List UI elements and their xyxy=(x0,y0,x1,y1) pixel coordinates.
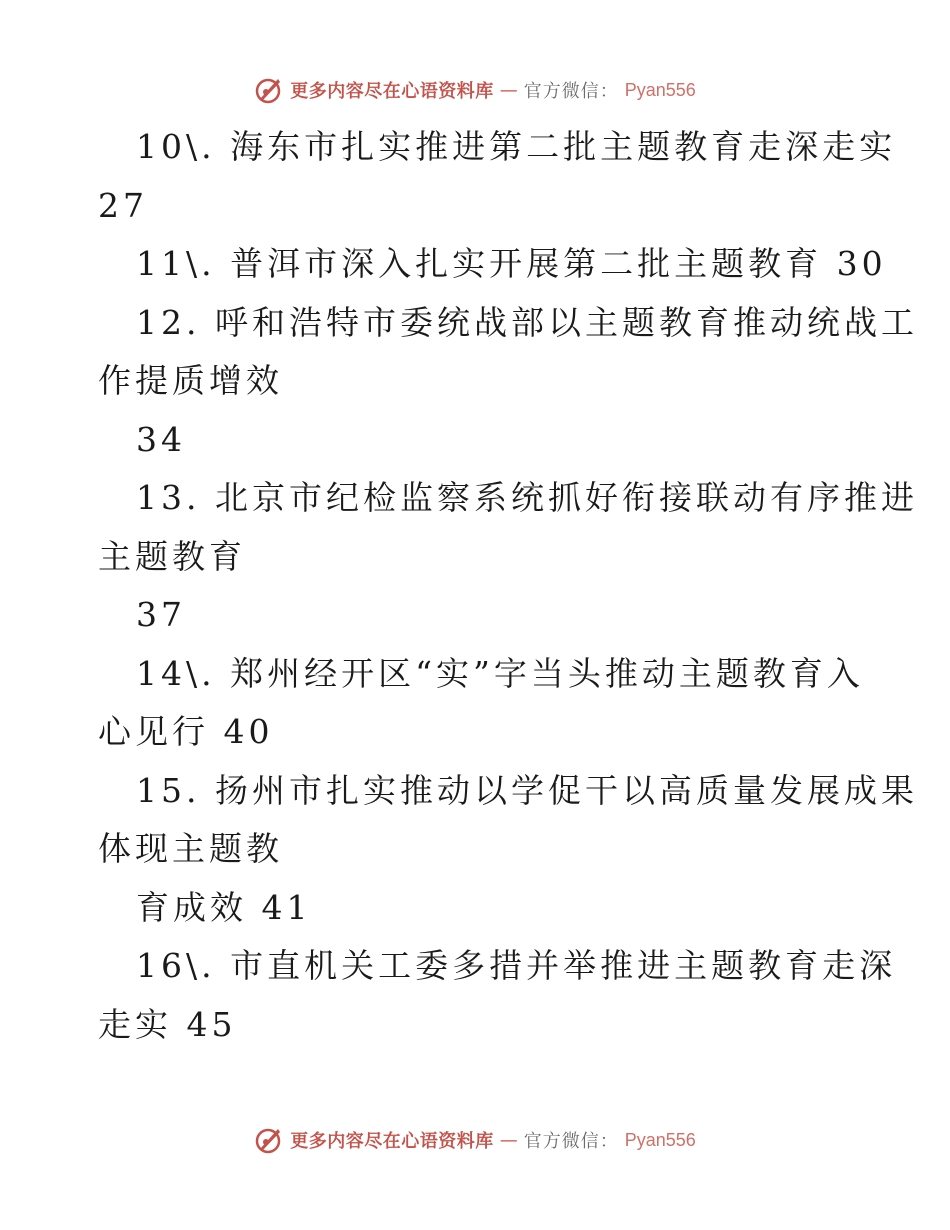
toc-line: 11\. 普洱市深入扎实开展第二批主题教育 30 xyxy=(136,244,887,283)
banner-wechat-label: 官方微信： xyxy=(523,81,619,102)
toc-line: 心见行 40 xyxy=(98,712,274,751)
toc-line: 27 xyxy=(98,185,148,225)
toc-line: 14\. 郑州经开区“实”字当头推动主题教育入 xyxy=(136,653,864,693)
quill-logo-icon xyxy=(254,1125,284,1155)
banner-wechat-label: 官方微信： xyxy=(523,1131,619,1152)
toc-line: 作提质增效 xyxy=(98,361,283,400)
toc-line: 主题教育 xyxy=(98,536,246,576)
banner-main-text: 更多内容尽在心语资料库 xyxy=(290,1131,494,1152)
toc-line: 15. 扬州市扎实推动以学促干以高质量发展成果 xyxy=(136,770,918,810)
quill-logo-icon xyxy=(254,75,284,105)
toc-line: 13. 北京市纪检监察系统抓好衔接联动有序推进 xyxy=(136,478,918,517)
toc-line: 体现主题教 xyxy=(98,829,283,868)
banner-wechat-id: Pyan556 xyxy=(624,79,696,100)
banner-separator: — xyxy=(499,79,518,101)
banner-main-text: 更多内容尽在心语资料库 xyxy=(290,81,494,102)
banner-separator: — xyxy=(499,1129,518,1151)
toc-line: 走实 45 xyxy=(98,1004,237,1044)
header-banner xyxy=(0,70,950,110)
toc-line: 16\. 市直机关工委多措并举推进主题教育走深 xyxy=(136,946,897,985)
banner-wechat-id: Pyan556 xyxy=(624,1129,696,1150)
toc-list xyxy=(98,118,918,1054)
toc-line: 12. 呼和浩特市委统战部以主题教育推动统战工 xyxy=(136,302,918,342)
toc-line: 10\. 海东市扎实推进第二批主题教育走深走实 xyxy=(136,127,897,166)
toc-line: 34 xyxy=(136,419,186,459)
toc-line: 育成效 41 xyxy=(136,887,312,927)
toc-line: 37 xyxy=(136,595,186,634)
footer-banner xyxy=(0,1120,950,1160)
